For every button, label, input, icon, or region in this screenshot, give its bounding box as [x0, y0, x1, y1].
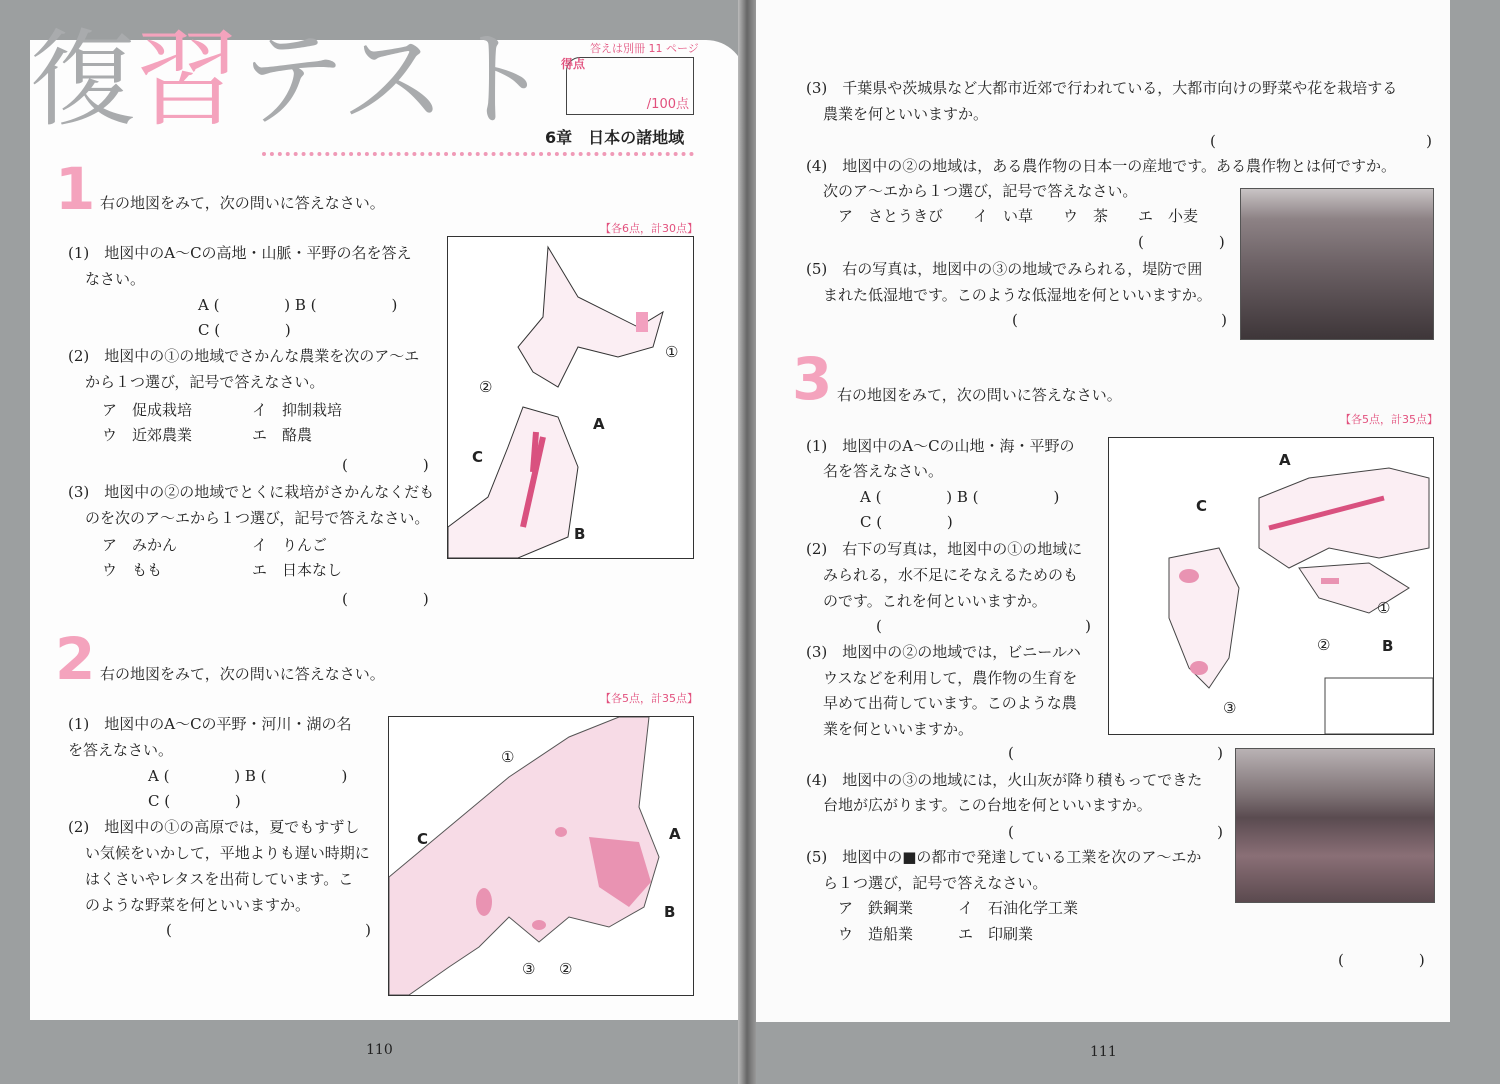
map-label: A	[669, 825, 681, 843]
map-chugoku-shikoku-kyushu	[1108, 437, 1434, 735]
score-label: 得点	[561, 57, 586, 71]
answer-field[interactable]: C ( )	[198, 321, 291, 339]
answer-field[interactable]: ( )	[342, 590, 429, 608]
map-label: ①	[501, 748, 515, 766]
question-text: 台地が広がります。この台地を何といいますか。	[823, 796, 1152, 814]
choice-options: ア さとうきび イ い草 ウ 茶 エ 小麦	[838, 207, 1199, 225]
map-label: ①	[1377, 599, 1391, 617]
choice-options: ウ 造船業 エ 印刷業	[838, 925, 1034, 943]
answer-field[interactable]: A ( ) B ( )	[860, 488, 1060, 506]
map-label: ②	[479, 378, 493, 396]
map-drawing	[1109, 438, 1433, 734]
answer-field[interactable]: ( )	[166, 921, 370, 939]
map-label: ②	[1317, 636, 1331, 654]
question-text: 次のア～エから１つ選び，記号で答えなさい。	[823, 182, 1138, 200]
question-text: (1) 地図中のA～Cの平野・河川・湖の名	[68, 715, 352, 733]
question-text: みられる，水不足にそなえるためのも	[823, 566, 1079, 584]
chapter-title: 6章 日本の諸地域	[545, 128, 685, 147]
map-label: A	[593, 415, 605, 433]
map-tohoku-hokkaido	[447, 236, 694, 559]
question-text: (2) 地図中の①の地域でさかんな農業を次のア～エ	[68, 347, 420, 365]
question-text: (3) 千葉県や茨城県など大都市近郊で行われている，大都市向けの野菜や花を栽培する	[806, 79, 1398, 97]
photo-polder-wetland	[1240, 188, 1434, 340]
answer-field[interactable]: ( )	[1008, 744, 1221, 762]
answer-field[interactable]: C ( )	[148, 792, 241, 810]
question-text: (4) 地図中の③の地域には，火山灰が降り積もってできた	[806, 771, 1203, 789]
section-intro: 右の地図をみて，次の問いに答えなさい。	[100, 194, 385, 212]
question-text: なさい。	[85, 270, 146, 288]
question-text: (5) 右の写真は，地図中の③の地域でみられる，堤防で囲	[806, 260, 1203, 278]
score-box	[561, 57, 694, 115]
book-gutter	[738, 0, 756, 1084]
map-label: C	[1196, 497, 1208, 515]
section-points: 【各5点，計35点】	[1340, 413, 1438, 426]
question-text: 農業を何といいますか。	[823, 105, 989, 123]
answer-field[interactable]: C ( )	[860, 513, 953, 531]
question-text: (2) 右下の写真は，地図中の①の地域に	[806, 540, 1083, 558]
question-text: ウスなどを利用して，農作物の生育を	[823, 669, 1078, 687]
answer-field[interactable]: A ( ) B ( )	[148, 767, 348, 785]
answer-field[interactable]: ( )	[1138, 233, 1225, 251]
question-text: から１つ選び，記号で答えなさい。	[85, 373, 325, 391]
answer-field[interactable]: ( )	[1008, 823, 1221, 841]
question-text: 名を答えなさい。	[823, 462, 944, 480]
dotted-divider	[262, 152, 694, 156]
question-text: (1) 地図中のA～Cの高地・山脈・平野の名を答え	[68, 244, 412, 262]
question-text: はくさいやレタスを出荷しています。こ	[85, 870, 354, 888]
score-max: /100点	[646, 97, 689, 112]
question-text: (2) 地図中の①の高原では，夏でもすずし	[68, 818, 360, 836]
map-label: ①	[665, 343, 679, 361]
map-label: ③	[522, 960, 536, 978]
answer-field[interactable]: ( )	[876, 617, 1090, 635]
question-text: のを次のア～エから１つ選び，記号で答えなさい。	[85, 509, 430, 527]
question-text: (3) 地図中の②の地域では，ビニールハ	[806, 643, 1081, 661]
question-text: (5) 地図中の■の都市で発達している工業を次のア～エか	[806, 848, 1202, 866]
section-intro: 右の地図をみて，次の問いに答えなさい。	[100, 665, 385, 683]
map-label: C	[472, 448, 484, 466]
choice-options: ア 鉄鋼業 イ 石油化学工業	[838, 899, 1079, 917]
question-text: (3) 地図中の②の地域でとくに栽培がさかんなくだも	[68, 483, 435, 501]
answer-field[interactable]: ( )	[1210, 132, 1429, 150]
map-label: ②	[559, 960, 573, 978]
answer-field[interactable]: ( )	[342, 456, 429, 474]
question-text: を答えなさい。	[68, 741, 174, 759]
question-text: 業を何といいますか。	[823, 720, 974, 738]
choice-options: ア みかん イ りんご	[102, 536, 328, 554]
question-text: のような野菜を何といいますか。	[85, 896, 311, 914]
section-points: 【各6点，計30点】	[600, 222, 698, 235]
section-points: 【各5点，計35点】	[600, 692, 698, 705]
map-label: B	[574, 525, 586, 543]
choice-options: ウ もも エ 日本なし	[102, 561, 343, 579]
map-label: C	[417, 830, 429, 848]
page-number-left: 110	[366, 1042, 393, 1058]
answer-field[interactable]: ( )	[1338, 951, 1425, 969]
page-number-right: 111	[1090, 1044, 1117, 1060]
section-number: 1	[55, 155, 96, 223]
map-label: B	[664, 903, 676, 921]
section-number: 2	[55, 625, 96, 693]
title-text: テスト	[240, 19, 551, 141]
answer-reference: 答えは別冊 11 ページ	[590, 42, 699, 55]
map-label: A	[1279, 451, 1291, 469]
question-text: ら１つ選び，記号で答えなさい。	[823, 874, 1048, 892]
map-drawing	[448, 237, 693, 558]
answer-field[interactable]: ( )	[1012, 311, 1225, 329]
question-text: のです。これを何といいますか。	[823, 592, 1047, 610]
answer-field[interactable]: A ( ) B ( )	[198, 296, 398, 314]
section-number: 3	[792, 345, 833, 413]
title-char-accent: 習	[135, 19, 241, 141]
map-chubu-kanto	[388, 716, 694, 996]
map-label: ③	[1223, 699, 1237, 717]
question-text: い気候をいかして，平地よりも遅い時期に	[85, 844, 370, 862]
title	[30, 19, 551, 141]
question-text: (1) 地図中のA～Cの山地・海・平野の	[806, 437, 1075, 455]
photo-volcanic-plateau	[1235, 748, 1435, 903]
map-drawing	[389, 717, 693, 995]
title-char: 復	[30, 19, 136, 141]
choice-options: ア 促成栽培 イ 抑制栽培	[102, 401, 343, 419]
choice-options: ウ 近郊農業 エ 酪農	[102, 426, 313, 444]
question-text: (4) 地図中の②の地域は，ある農作物の日本一の産地です。ある農作物とは何ですか。	[806, 157, 1397, 175]
question-text: まれた低湿地です。このような低湿地を何といいますか。	[823, 286, 1212, 304]
section-intro: 右の地図をみて，次の問いに答えなさい。	[837, 386, 1122, 404]
question-text: 早めて出荷しています。このような農	[823, 694, 1077, 712]
map-label: B	[1382, 637, 1394, 655]
